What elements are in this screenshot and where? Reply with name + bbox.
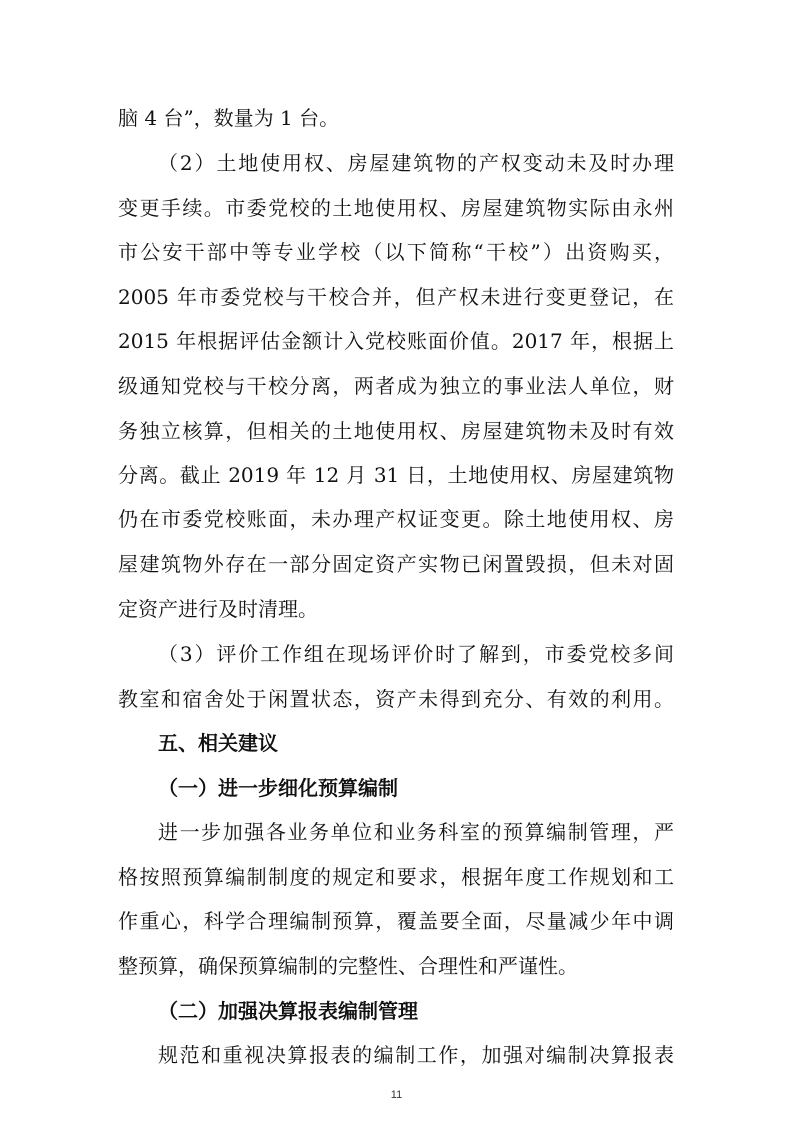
paragraph-line: 格按照预算编制制度的规定和要求，根据年度工作规划和工 (118, 865, 674, 889)
page-number: 11 (390, 1089, 403, 1101)
paragraph-line: 作重心，科学合理编制预算，覆盖要全面，尽量减少年中调 (118, 909, 674, 933)
paragraph-line: 进一步加强各业务单位和业务科室的预算编制管理，严 (158, 820, 674, 844)
paragraph-line: （3）评价工作组在现场评价时了解到，市委党校多间 (158, 642, 674, 666)
paragraph-line: （2）土地使用权、房屋建筑物的产权变动未及时办理 (158, 151, 674, 175)
paragraph-line: 定资产进行及时清理。 (118, 597, 318, 621)
paragraph-line: 仍在市委党校账面，未办理产权证变更。除土地使用权、房 (118, 507, 674, 531)
subsection-heading: （一）进一步细化预算编制 (158, 776, 398, 800)
paragraph-line: 脑 4 台”，数量为 1 台。 (118, 106, 340, 130)
paragraph-line: 分离。截止 2019 年 12 月 31 日，土地使用权、房屋建筑物 (118, 463, 674, 487)
paragraph-line: 级通知党校与干校分离，两者成为独立的事业法人单位，财 (118, 374, 674, 398)
paragraph-line: 2015 年根据评估金额计入党校账面价值。2017 年，根据上 (118, 329, 674, 353)
paragraph-line: 2005 年市委党校与干校合并，但产权未进行变更登记，在 (118, 285, 674, 309)
paragraph-line: 屋建筑物外存在一部分固定资产实物已闲置毁损，但未对固 (118, 552, 674, 576)
paragraph-line: 变更手续。市委党校的土地使用权、房屋建筑物实际由永州 (118, 196, 674, 220)
paragraph-line: 整预算，确保预算编制的完整性、合理性和严谨性。 (118, 954, 578, 978)
paragraph-line: 教室和宿舍处于闲置状态，资产未得到充分、有效的利用。 (118, 687, 674, 711)
paragraph-line: 规范和重视决算报表的编制工作，加强对编制决算报表 (158, 1043, 674, 1067)
subsection-heading: （二）加强决算报表编制管理 (158, 999, 418, 1023)
paragraph-line: 市公安干部中等专业学校（以下简称“干校”）出资购买， (118, 240, 674, 264)
section-heading: 五、相关建议 (158, 731, 278, 755)
paragraph-line: 务独立核算，但相关的土地使用权、房屋建筑物未及时有效 (118, 419, 674, 443)
